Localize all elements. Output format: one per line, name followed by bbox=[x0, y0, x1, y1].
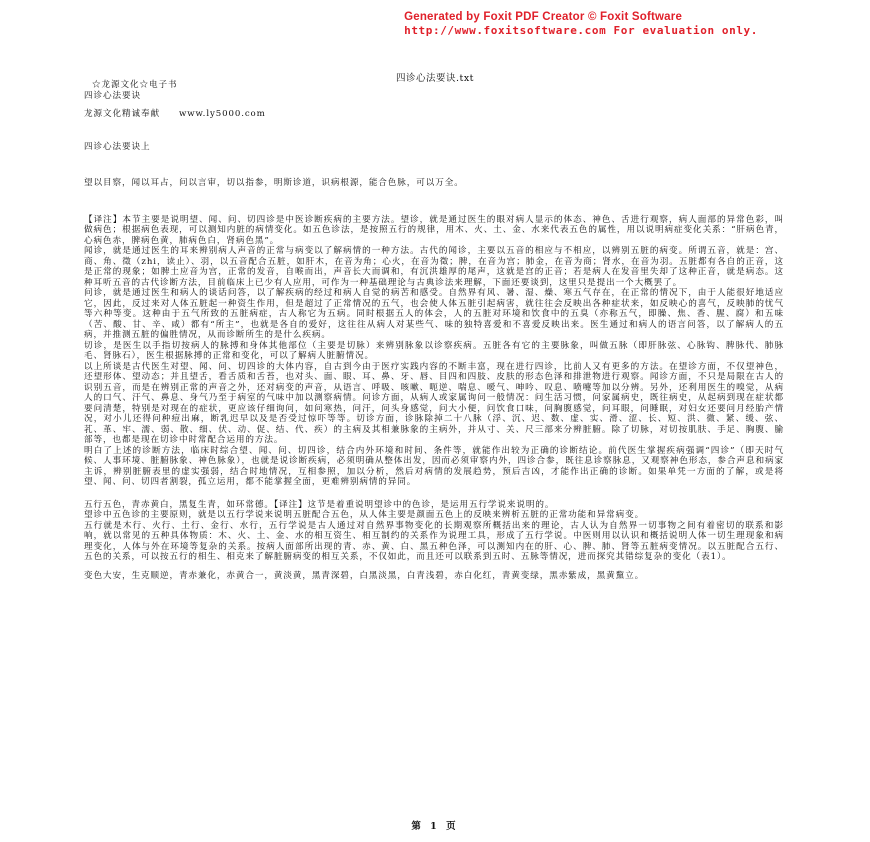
document-body bbox=[84, 80, 784, 581]
page-title: 四诊心法要诀.txt bbox=[395, 73, 474, 84]
paragraph: 望诊中五色诊的主要原则，就是以五行学说来说明五脏配合五色，从人体主要是颜面五色上的反映来辨析五脏的正常功能和异常病变。 bbox=[84, 510, 645, 520]
watermark-line-2: http://www.foxitsoftware.com For evaluation only. bbox=[404, 24, 758, 37]
paragraph: 【译注】本节主要是说明望、闻、问、切四诊是中医诊断疾病的主要方法。望诊，就是通过医生的眼对病人显示的体态、神色、舌进行观察，病人面部的异常色彩，叫做病色；根据病色表现，可以测知内脏的病情变化。如五色诊法，是按照五行的规律，用木、火、土、金、水来代表五色的属性，用以说明病症变化关系：“肝病色青，心病色赤，脾病色黄，肺病色白，肾病色黑”。 bbox=[84, 214, 784, 246]
paragraph: 五行就是木行、火行、土行、金行、水行，五行学说是古人通过对自然界事物变化的长期观察所概括出来的理论，古人认为自然界一切事物之间有着密切的联系和影响，就以常见的五种具体物质：木、火、土、金、水的相互资生、相互制约的关系作为说理工具，形成了五行学说。中医则用以认识和概括说明人体一切生理现象和病理变化，人体与外在环境等复杂的关系。按病人面部所出现的青、赤、黄、白、黑五种色泽，可以测知内在的肝、心、脾、肺、肾等五脏病变情况。以五脏配合五行、五色的关系，可以按五行的相生、相克来了解脏腑病变的相互关系，不仅如此，而且还可以联系到五时、五脉等情况，进而探究其错综复杂的变化（表1）。 bbox=[84, 520, 784, 562]
paragraph: 闻诊，就是通过医生的耳来辨别病人声音的正常与病变以了解病情的一种方法。古代的闻诊，主要以五音的相应与不相应，以辨别五脏的病变。所谓五音，就是：宫、商、角、徵（zhi，读止）、羽，以五音配合五脏，如肝木，在音为角；心火，在音为徵；脾，在音为宫；肺金，在音为商；肾水，在音为羽。五脏都有各自的正音，这是正常的现象；如脾土应音为宫，正常的发音，自喉而出，声音长大而调和，有沉洪雄厚的尾声，这就是宫的正音；若是病人在发音里失却了这种正音，就是病态。这种耳听五音的古代诊断方法，目前临床上已少有人应用，可作为一种基础理论与古典诊法来理解，下面还要谈到，这里只是提出一个大概罢了。 bbox=[84, 246, 784, 288]
ebook-header: ☆龙源文化☆电子书 bbox=[92, 80, 178, 90]
watermark-line-1: Generated by Foxit PDF Creator © Foxit Software bbox=[404, 11, 683, 23]
book-title-line: 四诊心法要诀 bbox=[84, 90, 141, 101]
verse-2: 五行五色，青赤黄白，黑复生青，如环常德。【译注】这节是着重说明望诊中的色诊，是运用五行学说来说明的。 bbox=[84, 499, 555, 510]
section-heading: 四诊心法要诀上 bbox=[84, 141, 151, 152]
verse-1: 望以目察，闻以耳占，问以言审，切以指参，明斯诊道，识病根源，能合色脉，可以万全。 bbox=[84, 178, 464, 188]
paragraph: 切诊，是医生以手指切按病人的脉搏和身体其他部位（主要是切脉）来辨别脉象以诊察疾病。五脏各有它的主要脉象，叫做五脉（即肝脉弦、心脉钩、脾脉代、肺脉毛、肾脉石），医生根据脉搏的正常和变化，可以了解病人脏腑情况。 bbox=[84, 340, 784, 361]
paragraph: 明白了上述的诊断方法，临床时综合望、闻、问、切四诊，结合内外环境和时间、条件等，就能作出较为正确的诊断结论。前代医生掌握疾病强调“四诊”（即天时气候、人事环境、脏腑脉象、神色脉象），也就是说诊断疾病，必须明确从整体出发，因而必须审察内外，四诊合参，既往息诊察脉息，又观察神色形态，参合声息和病家主诉，辨别脏腑表里的虚实强弱，结合时地情况，互相参照，加以分析，然后对病情的发展趋势，预后吉凶，才能作出正确的诊断。如果单凭一方面的了解，或是将望、闻、问、切四者割裂，孤立运用，都不能掌握全面，更难辨别病情的异同。 bbox=[84, 445, 784, 487]
paragraph: 问诊，就是通过医生和病人的谈话问答，以了解疾病的经过和病人自觉的病苦和感受。自然界有风、暑、湿、燥、寒五气存在，在正常的情况下，由于人能很好地适应它，因此，反过来对人体五脏起一种资生作用，但是超过了正常情况的五气，也会使人体五脏引起病害，就往往会反映出各种症状来，如反映心的喜气，反映肺的忧气等六种等变。这种由于五气所致的五脏病症，古人称它为五病。同时根据五人的体会，人的五脏对环境和饮食中的五臭（亦称五气，即臊、焦、香、腥、腐）和五味（苦、酸、甘、辛、咸）都有“所主”，也就是各自的爱好，这往往从病人对某些气、味的独特喜爱和不喜爱反映出来。医生通过和病人的语言问答，以了解病人的五病，并推测五脏的偏胜情况，从而诊断所生的是什么疾病。 bbox=[84, 288, 784, 340]
foxit-watermark bbox=[404, 10, 758, 38]
verse-3: 变色大安，生克顺逆，青赤兼化，赤黄合一，黄淡黄，黑青深碧，白黑淡黑，白青浅碧，赤白化红，青黄变绿，黑赤紫成，黑黄黧立。 bbox=[84, 570, 645, 581]
paragraph: 以上所谈是古代医生对望、闻、问、切四诊的大体内容，自古到今由于医疗实践内容的不断丰富，现在进行四诊，比前人又有更多的方法。在望诊方面，不仅望神色，还望形体、望动态；并且望舌，看舌质和舌苔，也对头、面、眼、耳、鼻、牙、唇、目四和四肢、皮肤的形态色泽和排泄物进行观察。闻诊方面，不只是局限在古人的识别五音，而是在辨别正常的声音之外，还对病变的声音，从语言、呼吸、咳嗽、呃逆、喘息、嗳气、呻吟、叹息、喷嚏等加以分辨。另外，还利用医生的嗅觉，从病人的口气、汗气、鼻息、身气乃至于病室的气味中加以测察病情。问诊方面，从病人或家属询问一般情况：问生活习惯，问家属病史，既往病史，从起病到现在症状都要问清楚，特别是对现在的症状，更应该仔细询问，如问寒热，问汗，问头身感觉，问大小便，问饮食口味，问胸腹感觉，问耳眼，问睡眠，对妇女还要问月经胎产情况，对小儿还得问种痘出麻，断乳迟早以及是否受过惊吓等等。切诊方面，诊脉除掉二十八脉（浮、沉、迟、数、虚、实、滑、涩、长、短、洪、微、紧、缓、弦、芤、革、牢、濡、弱、散、细、伏、动、促、结、代、疾）的主病及其相兼脉象的主病外，并从寸、关、尺三部来分辨脏腑。除了切脉，对切按肌肤、手足、胸腹、腧部等，也都是现在切诊中时常配合运用的方法。 bbox=[84, 361, 784, 445]
publisher-line: 龙源文化精诚奉献 www.ly5000.com bbox=[84, 109, 266, 119]
page-number: 第 1 页 bbox=[411, 821, 459, 832]
